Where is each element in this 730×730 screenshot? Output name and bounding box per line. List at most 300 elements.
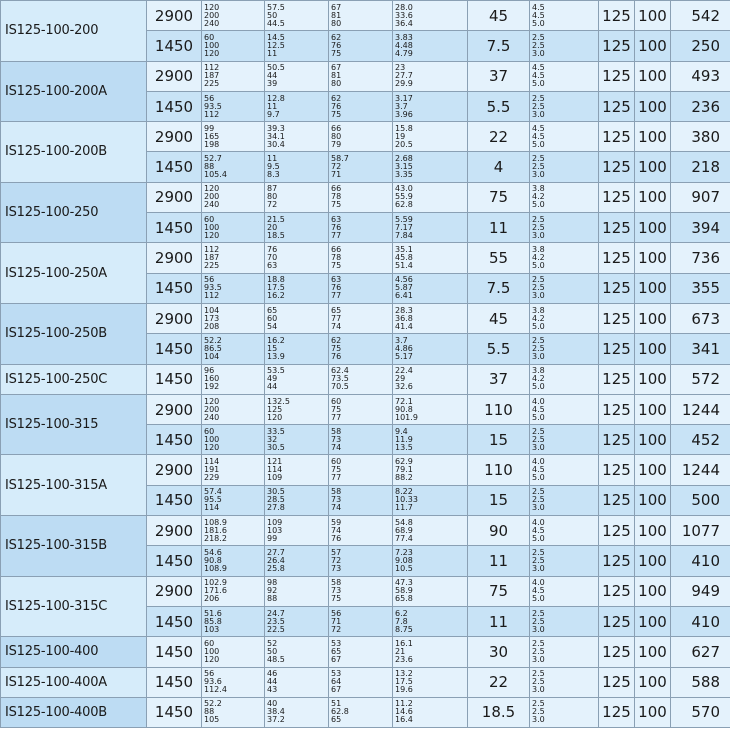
table-row — [1, 182, 730, 212]
speed-cell: 1450 — [147, 606, 202, 636]
speed-cell: 1450 — [147, 31, 202, 61]
shaft-power-cell — [393, 606, 468, 636]
flow-cell-value: 120 — [204, 442, 220, 452]
shaft-power-cell-value: 32.6 — [395, 382, 413, 392]
efficiency-cell-value: 66 — [331, 184, 342, 194]
efficiency-cell-value: 77 — [331, 412, 342, 422]
head-cell — [265, 1, 329, 31]
flow-cell — [202, 364, 265, 394]
flow-cell-value: 100 — [204, 434, 220, 444]
speed-cell: 2900 — [147, 455, 202, 485]
shaft-power-cell-value: 28.0 — [395, 2, 413, 12]
head-cell — [265, 425, 329, 455]
head-cell-value: 46 — [267, 669, 278, 679]
efficiency-cell-value: 67 — [331, 685, 342, 695]
flow-cell-value: 85.8 — [204, 616, 222, 626]
shaft-power-cell-value: 3.7 — [395, 335, 408, 345]
flow-cell-value: 173 — [204, 313, 220, 323]
table-row — [1, 61, 730, 91]
head-cell — [265, 667, 329, 697]
head-cell-value: 63 — [267, 261, 278, 271]
shaft-power-cell — [393, 1, 468, 31]
motor-power-cell: 22 — [468, 122, 530, 152]
efficiency-cell — [329, 122, 393, 152]
npsh-cell-value: 3.0 — [532, 563, 545, 573]
efficiency-cell — [329, 1, 393, 31]
npsh-cell-value: 2.5 — [532, 616, 545, 626]
inlet-diameter-cell: 125 — [599, 303, 635, 333]
outlet-diameter-cell: 100 — [635, 243, 671, 273]
shaft-power-cell-value: 3.15 — [395, 162, 413, 172]
efficiency-cell-value: 80 — [331, 18, 342, 28]
efficiency-cell-value: 75 — [331, 48, 342, 58]
outlet-diameter-cell: 100 — [635, 152, 671, 182]
weight-cell: 500 — [671, 485, 730, 515]
weight-cell: 452 — [671, 425, 730, 455]
flow-cell-value: 229 — [204, 473, 220, 483]
inlet-diameter-cell: 125 — [599, 364, 635, 394]
flow-cell — [202, 334, 265, 364]
shaft-power-cell-value: 14.6 — [395, 707, 413, 717]
head-cell-value: 15 — [267, 343, 278, 353]
speed-cell: 2900 — [147, 303, 202, 333]
efficiency-cell — [329, 213, 393, 243]
head-cell — [265, 122, 329, 152]
shaft-power-cell-value: 6.41 — [395, 291, 413, 301]
flow-cell-value: 112.4 — [204, 685, 227, 695]
head-cell-value: 9.5 — [267, 162, 280, 172]
flow-cell-value: 105 — [204, 715, 220, 725]
head-cell-value: 23.5 — [267, 616, 285, 626]
shaft-power-cell-value: 11.7 — [395, 503, 413, 513]
efficiency-cell-value: 72 — [331, 555, 342, 565]
npsh-cell — [530, 334, 599, 364]
efficiency-cell — [329, 91, 393, 121]
npsh-cell-value: 5.0 — [532, 18, 545, 28]
inlet-diameter-cell: 125 — [599, 152, 635, 182]
shaft-power-cell-value: 5.59 — [395, 214, 413, 224]
head-cell-value: 120 — [267, 412, 283, 422]
npsh-cell-value: 4.2 — [532, 253, 545, 263]
motor-power-cell: 15 — [468, 425, 530, 455]
head-cell-value: 32 — [267, 434, 278, 444]
shaft-power-cell-value: 9.08 — [395, 555, 413, 565]
head-cell — [265, 334, 329, 364]
efficiency-cell — [329, 576, 393, 606]
npsh-cell-value: 4.5 — [532, 586, 545, 596]
model-cell: IS125-100-200A — [1, 61, 147, 122]
shaft-power-cell — [393, 637, 468, 667]
weight-cell: 218 — [671, 152, 730, 182]
flow-cell-value: 52.2 — [204, 335, 222, 345]
efficiency-cell-value: 65 — [331, 305, 342, 315]
flow-cell-value: 187 — [204, 71, 220, 81]
npsh-cell-value: 2.5 — [532, 677, 545, 687]
npsh-cell-value: 3.8 — [532, 245, 545, 255]
shaft-power-cell-value: 23.6 — [395, 654, 413, 664]
npsh-cell-value: 4.5 — [532, 10, 545, 20]
head-cell-value: 43 — [267, 685, 278, 695]
npsh-cell-value: 3.8 — [532, 184, 545, 194]
flow-cell-value: 52.7 — [204, 154, 222, 164]
flow-cell — [202, 516, 265, 546]
shaft-power-cell — [393, 485, 468, 515]
flow-cell-value: 120 — [204, 396, 220, 406]
table-row — [1, 516, 730, 546]
shaft-power-cell — [393, 546, 468, 576]
flow-cell-value: 181.6 — [204, 525, 227, 535]
flow-cell-value: 60 — [204, 214, 215, 224]
model-cell: IS125-100-400A — [1, 667, 147, 697]
head-cell-value: 12.5 — [267, 40, 285, 50]
efficiency-cell-value: 81 — [331, 71, 342, 81]
flow-cell — [202, 213, 265, 243]
efficiency-cell-value: 65 — [331, 715, 342, 725]
weight-cell: 380 — [671, 122, 730, 152]
flow-cell-value: 192 — [204, 382, 220, 392]
efficiency-cell-value: 73 — [331, 495, 342, 505]
weight-cell: 341 — [671, 334, 730, 364]
head-cell-value: 132.5 — [267, 396, 290, 406]
table-row — [1, 243, 730, 273]
head-cell-value: 54 — [267, 321, 278, 331]
npsh-cell-value: 3.0 — [532, 442, 545, 452]
shaft-power-cell-value: 41.4 — [395, 321, 413, 331]
npsh-cell-value: 2.5 — [532, 275, 545, 285]
flow-cell-value: 112 — [204, 245, 220, 255]
npsh-cell-value: 2.5 — [532, 335, 545, 345]
head-cell-value: 76 — [267, 245, 278, 255]
weight-cell: 250 — [671, 31, 730, 61]
shaft-power-cell-value: 4.79 — [395, 48, 413, 58]
npsh-cell-value: 3.0 — [532, 351, 545, 361]
head-cell-value: 72 — [267, 200, 278, 210]
npsh-cell-value: 3.0 — [532, 291, 545, 301]
shaft-power-cell-value: 6.2 — [395, 608, 408, 618]
shaft-power-cell-value: 28.3 — [395, 305, 413, 315]
motor-power-cell: 7.5 — [468, 273, 530, 303]
flow-cell-value: 160 — [204, 374, 220, 384]
efficiency-cell-value: 62.8 — [331, 707, 349, 717]
head-cell-value: 44 — [267, 677, 278, 687]
table-row — [1, 667, 730, 697]
flow-cell — [202, 606, 265, 636]
speed-cell: 1450 — [147, 546, 202, 576]
npsh-cell — [530, 273, 599, 303]
efficiency-cell-value: 73 — [331, 434, 342, 444]
shaft-power-cell-value: 4.48 — [395, 40, 413, 50]
shaft-power-cell — [393, 394, 468, 424]
shaft-power-cell-value: 13.5 — [395, 442, 413, 452]
flow-cell-value: 56 — [204, 669, 215, 679]
speed-cell: 1450 — [147, 667, 202, 697]
efficiency-cell — [329, 61, 393, 91]
npsh-cell — [530, 61, 599, 91]
head-cell-value: 60 — [267, 313, 278, 323]
head-cell-value: 30.4 — [267, 139, 285, 149]
outlet-diameter-cell: 100 — [635, 303, 671, 333]
inlet-diameter-cell: 125 — [599, 697, 635, 727]
flow-cell-value: 100 — [204, 222, 220, 232]
efficiency-cell-value: 62 — [331, 335, 342, 345]
npsh-cell — [530, 213, 599, 243]
npsh-cell-value: 4.0 — [532, 578, 545, 588]
head-cell-value: 8.3 — [267, 170, 280, 180]
flow-cell-value: 120 — [204, 184, 220, 194]
speed-cell: 2900 — [147, 122, 202, 152]
npsh-cell-value: 2.5 — [532, 101, 545, 111]
inlet-diameter-cell: 125 — [599, 122, 635, 152]
flow-cell — [202, 576, 265, 606]
head-cell-value: 14.5 — [267, 32, 285, 42]
efficiency-cell-value: 75 — [331, 465, 342, 475]
efficiency-cell — [329, 455, 393, 485]
shaft-power-cell-value: 3.7 — [395, 101, 408, 111]
inlet-diameter-cell: 125 — [599, 1, 635, 31]
inlet-diameter-cell: 125 — [599, 576, 635, 606]
speed-cell: 2900 — [147, 576, 202, 606]
npsh-cell-value: 2.5 — [532, 154, 545, 164]
speed-cell: 1450 — [147, 152, 202, 182]
speed-cell: 1450 — [147, 273, 202, 303]
flow-cell-value: 114 — [204, 503, 220, 513]
outlet-diameter-cell: 100 — [635, 364, 671, 394]
model-cell: IS125-100-250C — [1, 364, 147, 394]
head-cell-value: 121 — [267, 457, 283, 467]
npsh-cell — [530, 122, 599, 152]
model-cell: IS125-100-315B — [1, 516, 147, 577]
flow-cell-value: 60 — [204, 426, 215, 436]
shaft-power-cell — [393, 213, 468, 243]
head-cell-value: 50 — [267, 10, 278, 20]
npsh-cell — [530, 546, 599, 576]
head-cell — [265, 485, 329, 515]
npsh-cell-value: 4.0 — [532, 517, 545, 527]
flow-cell — [202, 1, 265, 31]
table-row — [1, 1, 730, 31]
outlet-diameter-cell: 100 — [635, 637, 671, 667]
motor-power-cell: 37 — [468, 364, 530, 394]
efficiency-cell-value: 80 — [331, 79, 342, 89]
inlet-diameter-cell: 125 — [599, 213, 635, 243]
head-cell — [265, 546, 329, 576]
shaft-power-cell-value: 43.0 — [395, 184, 413, 194]
flow-cell-value: 112 — [204, 291, 220, 301]
model-cell: IS125-100-200B — [1, 122, 147, 183]
efficiency-cell-value: 77 — [331, 291, 342, 301]
npsh-cell-value: 4.5 — [532, 525, 545, 535]
weight-cell: 627 — [671, 637, 730, 667]
weight-cell: 355 — [671, 273, 730, 303]
shaft-power-cell-value: 36.4 — [395, 18, 413, 28]
weight-cell: 410 — [671, 606, 730, 636]
head-cell — [265, 243, 329, 273]
npsh-cell-value: 4.5 — [532, 2, 545, 12]
speed-cell: 1450 — [147, 485, 202, 515]
flow-cell-value: 120 — [204, 2, 220, 12]
flow-cell-value: 208 — [204, 321, 220, 331]
npsh-cell — [530, 182, 599, 212]
outlet-diameter-cell: 100 — [635, 606, 671, 636]
shaft-power-cell-value: 77.4 — [395, 533, 413, 543]
table-row — [1, 122, 730, 152]
head-cell-value: 114 — [267, 465, 283, 475]
flow-cell-value: 52.2 — [204, 699, 222, 709]
shaft-power-cell-value: 54.8 — [395, 517, 413, 527]
efficiency-cell-value: 77 — [331, 473, 342, 483]
head-cell-value: 65 — [267, 305, 278, 315]
inlet-diameter-cell: 125 — [599, 606, 635, 636]
flow-cell — [202, 122, 265, 152]
npsh-cell — [530, 697, 599, 727]
efficiency-cell — [329, 303, 393, 333]
flow-cell-value: 60 — [204, 32, 215, 42]
weight-cell: 572 — [671, 364, 730, 394]
npsh-cell-value: 2.5 — [532, 638, 545, 648]
efficiency-cell-value: 59 — [331, 517, 342, 527]
head-cell-value: 44.5 — [267, 18, 285, 28]
flow-cell-value: 198 — [204, 139, 220, 149]
head-cell — [265, 394, 329, 424]
weight-cell: 1077 — [671, 516, 730, 546]
motor-power-cell: 22 — [468, 667, 530, 697]
model-cell: IS125-100-400B — [1, 697, 147, 727]
outlet-diameter-cell: 100 — [635, 485, 671, 515]
flow-cell-value: 93.5 — [204, 101, 222, 111]
head-cell-value: 11 — [267, 154, 278, 164]
head-cell-value: 39 — [267, 79, 278, 89]
speed-cell: 1450 — [147, 637, 202, 667]
shaft-power-cell-value: 29 — [395, 374, 406, 384]
flow-cell-value: 225 — [204, 261, 220, 271]
motor-power-cell: 55 — [468, 243, 530, 273]
efficiency-cell — [329, 31, 393, 61]
model-cell: IS125-100-315C — [1, 576, 147, 637]
head-cell-value: 44 — [267, 71, 278, 81]
flow-cell-value: 240 — [204, 18, 220, 28]
shaft-power-cell-value: 62.9 — [395, 457, 413, 467]
flow-cell-value: 171.6 — [204, 586, 227, 596]
npsh-cell-value: 2.5 — [532, 93, 545, 103]
efficiency-cell-value: 60 — [331, 396, 342, 406]
shaft-power-cell-value: 11.2 — [395, 699, 413, 709]
outlet-diameter-cell: 100 — [635, 1, 671, 31]
shaft-power-cell-value: 21 — [395, 646, 406, 656]
head-cell — [265, 637, 329, 667]
shaft-power-cell-value: 3.17 — [395, 93, 413, 103]
speed-cell: 2900 — [147, 243, 202, 273]
npsh-cell-value: 3.0 — [532, 230, 545, 240]
efficiency-cell-value: 72 — [331, 624, 342, 634]
npsh-cell-value: 2.5 — [532, 343, 545, 353]
head-cell-value: 27.8 — [267, 503, 285, 513]
shaft-power-cell-value: 58.9 — [395, 586, 413, 596]
shaft-power-cell — [393, 516, 468, 546]
head-cell-value: 98 — [267, 578, 278, 588]
motor-power-cell: 75 — [468, 576, 530, 606]
npsh-cell-value: 2.5 — [532, 283, 545, 293]
npsh-cell-value: 2.5 — [532, 434, 545, 444]
npsh-cell — [530, 667, 599, 697]
flow-cell-value: 100 — [204, 646, 220, 656]
flow-cell — [202, 182, 265, 212]
head-cell-value: 50 — [267, 646, 278, 656]
head-cell-value: 103 — [267, 525, 283, 535]
weight-cell: 570 — [671, 697, 730, 727]
efficiency-cell-value: 75 — [331, 261, 342, 271]
head-cell-value: 20 — [267, 222, 278, 232]
npsh-cell-value: 4.0 — [532, 396, 545, 406]
npsh-cell — [530, 485, 599, 515]
model-cell: IS125-100-250A — [1, 243, 147, 304]
npsh-cell-value: 4.0 — [532, 457, 545, 467]
flow-cell-value: 165 — [204, 131, 220, 141]
flow-cell-value: 57.4 — [204, 487, 222, 497]
outlet-diameter-cell: 100 — [635, 546, 671, 576]
head-cell-value: 52 — [267, 638, 278, 648]
npsh-cell-value: 2.5 — [532, 495, 545, 505]
npsh-cell-value: 5.0 — [532, 261, 545, 271]
motor-power-cell: 110 — [468, 394, 530, 424]
head-cell-value: 11 — [267, 101, 278, 111]
efficiency-cell-value: 76 — [331, 283, 342, 293]
flow-cell-value: 200 — [204, 10, 220, 20]
flow-cell — [202, 667, 265, 697]
outlet-diameter-cell: 100 — [635, 667, 671, 697]
flow-cell-value: 114 — [204, 457, 220, 467]
shaft-power-cell-value: 4.56 — [395, 275, 413, 285]
npsh-cell-value: 4.5 — [532, 71, 545, 81]
shaft-power-cell — [393, 182, 468, 212]
efficiency-cell-value: 76 — [331, 40, 342, 50]
efficiency-cell-value: 75 — [331, 109, 342, 119]
outlet-diameter-cell: 100 — [635, 455, 671, 485]
head-cell-value: 30.5 — [267, 487, 285, 497]
head-cell-value: 28.5 — [267, 495, 285, 505]
efficiency-cell-value: 75 — [331, 200, 342, 210]
head-cell-value: 12.8 — [267, 93, 285, 103]
flow-cell-value: 99 — [204, 123, 215, 133]
flow-cell — [202, 546, 265, 576]
npsh-cell-value: 3.0 — [532, 170, 545, 180]
inlet-diameter-cell: 125 — [599, 637, 635, 667]
shaft-power-cell-value: 27.7 — [395, 71, 413, 81]
head-cell — [265, 152, 329, 182]
efficiency-cell-value: 66 — [331, 123, 342, 133]
npsh-cell-value: 2.5 — [532, 707, 545, 717]
flow-cell-value: 60 — [204, 638, 215, 648]
weight-cell: 907 — [671, 182, 730, 212]
efficiency-cell-value: 70.5 — [331, 382, 349, 392]
head-cell-value: 33.5 — [267, 426, 285, 436]
shaft-power-cell-value: 45.8 — [395, 253, 413, 263]
outlet-diameter-cell: 100 — [635, 91, 671, 121]
head-cell-value: 25.8 — [267, 563, 285, 573]
head-cell-value: 30.5 — [267, 442, 285, 452]
efficiency-cell — [329, 334, 393, 364]
head-cell — [265, 31, 329, 61]
shaft-power-cell-value: 20.5 — [395, 139, 413, 149]
flow-cell-value: 200 — [204, 404, 220, 414]
shaft-power-cell-value: 101.9 — [395, 412, 418, 422]
shaft-power-cell-value: 33.6 — [395, 10, 413, 20]
efficiency-cell-value: 65 — [331, 646, 342, 656]
flow-cell — [202, 273, 265, 303]
head-cell-value: 109 — [267, 517, 283, 527]
npsh-cell — [530, 637, 599, 667]
inlet-diameter-cell: 125 — [599, 273, 635, 303]
head-cell-value: 80 — [267, 192, 278, 202]
